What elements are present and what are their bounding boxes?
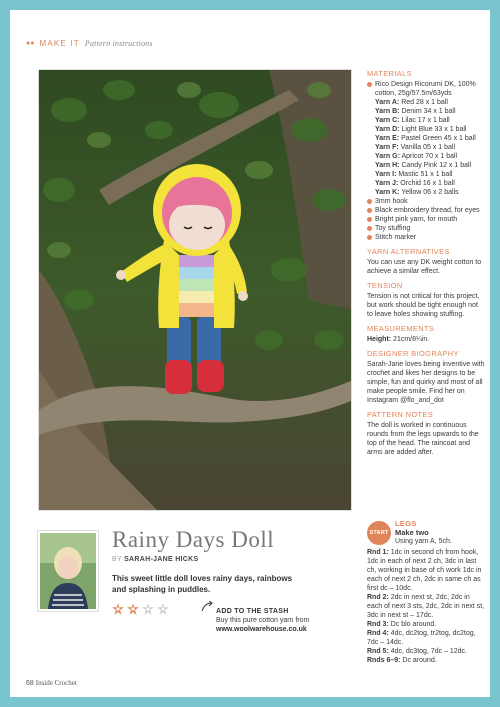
- stash-title: ADD TO THE STASH: [216, 608, 289, 615]
- material-item: [367, 116, 485, 125]
- materials-list: [367, 80, 485, 242]
- measurements-label: Height:: [367, 336, 392, 343]
- materials-title: MATERIALS: [367, 69, 412, 78]
- material-text: Bright pink yarn, for mouth: [375, 216, 458, 223]
- legs-rounds: [367, 548, 485, 665]
- material-item: [367, 170, 485, 179]
- material-label: Yarn J:: [375, 180, 399, 187]
- page-footer: [26, 679, 77, 687]
- difficulty-star-empty-icon: [157, 602, 169, 614]
- round-text: 1dc in second ch from hook, 1dc in each of next 2 ch, 3dc in last ch, working in base of ch work 1dc in each of next 2 ch, 2dc in same ch as first dc – 10dc.: [367, 549, 482, 592]
- legs-intro: Using yarn A, 5ch.: [395, 538, 452, 545]
- material-item: [367, 161, 485, 170]
- sidebar: [367, 69, 485, 460]
- material-label: Yarn F:: [375, 144, 399, 151]
- page-number: 68: [26, 680, 34, 687]
- material-label: Yarn B:: [375, 108, 400, 115]
- tension-title: TENSION: [367, 281, 403, 290]
- round-instruction: [367, 593, 485, 620]
- round-instruction: [367, 629, 485, 647]
- material-text: Lilac 17 x 1 ball: [399, 117, 450, 124]
- material-text: Mastic 51 x 1 ball: [396, 171, 453, 178]
- arrow-icon: [200, 601, 214, 613]
- round-label: Rnd 1:: [367, 549, 389, 556]
- round-text: Dc blo around.: [388, 621, 437, 628]
- material-label: Yarn I:: [375, 171, 397, 178]
- material-item: [367, 125, 485, 134]
- material-text: Toy stuffing: [375, 225, 411, 232]
- byline-prefix: BY: [112, 556, 122, 563]
- material-text: 3mm hook: [375, 198, 408, 205]
- pattern-notes-text: The doll is worked in continuous rounds from the legs upwards to the top of the head. The raincoat and arms are added after.: [367, 422, 479, 456]
- material-text: Candy Pink 12 x 1 ball: [399, 162, 472, 169]
- round-label: Rnd 3:: [367, 621, 389, 628]
- measurements-value: 21cm/8¼in.: [391, 336, 430, 343]
- header-dots-icon: ●●: [26, 40, 35, 47]
- difficulty-star-empty-icon: [142, 602, 154, 614]
- pattern-title: Rainy Days Doll: [112, 527, 275, 552]
- legs-title: LEGS: [395, 519, 417, 528]
- material-text: Pastel Green 45 x 1 ball: [399, 135, 476, 142]
- material-text: Apricot 70 x 1 ball: [399, 153, 458, 160]
- round-instruction: [367, 647, 485, 656]
- material-text: Red 28 x 1 ball: [399, 99, 448, 106]
- section-header: [26, 39, 153, 48]
- pattern-description: This sweet little doll loves rainy days, rainbows and splashing in puddles.: [112, 574, 293, 594]
- material-text: Vanilla 05 x 1 ball: [398, 144, 456, 151]
- material-text: Stitch marker: [375, 234, 417, 241]
- stash-line: Buy this pure cotton yarn from: [216, 617, 310, 624]
- stash-url-link[interactable]: www.woolwarehouse.co.uk: [216, 626, 307, 633]
- yarn-alternatives-title: YARN ALTERNATIVES: [367, 247, 450, 256]
- yarn-alternatives-text: You can use any DK weight cotton to achieve a similar effect.: [367, 259, 482, 275]
- round-text: 4dc, dc2tog, tr2tog, dc2tog, 7dc – 14dc.: [367, 630, 476, 646]
- material-item: [367, 107, 485, 116]
- publication-name: Inside Crochet: [35, 679, 77, 687]
- round-text: 4dc, dc3tog, 7dc – 12dc.: [388, 648, 468, 655]
- material-text: Yellow 06 x 2 balls: [399, 189, 459, 196]
- legs-make: Make two: [395, 528, 429, 537]
- material-item: [367, 188, 485, 197]
- material-item: [367, 98, 485, 107]
- round-label: Rnd 4:: [367, 630, 389, 637]
- round-label: Rnd 5:: [367, 648, 389, 655]
- material-item: [367, 179, 485, 188]
- round-instruction: [367, 548, 485, 593]
- material-item: [367, 80, 485, 98]
- round-label: Rnd 2:: [367, 594, 389, 601]
- material-item: [367, 152, 485, 161]
- round-instruction: [367, 656, 485, 665]
- material-label: Yarn A:: [375, 99, 400, 106]
- tension-text: Tension is not critical for this project, but work should be tight enough not to leave holes showing stuffing.: [367, 293, 480, 318]
- round-label: Rnds 6–9:: [367, 657, 401, 664]
- measurements-title: MEASUREMENTS: [367, 324, 435, 333]
- material-label: Yarn E:: [375, 135, 400, 142]
- round-text: Dc around.: [400, 657, 437, 664]
- round-instruction: [367, 620, 485, 629]
- section-subtitle: Pattern instructions: [84, 39, 153, 48]
- material-text: Denim 34 x 1 ball: [399, 108, 456, 115]
- material-item: [367, 224, 485, 233]
- material-text: Orchid 16 x 1 ball: [398, 180, 455, 187]
- material-item: [367, 143, 485, 152]
- material-label: Yarn C:: [375, 117, 400, 124]
- author-name: SARAH-JANE HICKS: [124, 556, 199, 563]
- material-label: Yarn H:: [375, 162, 400, 169]
- section-label: MAKE IT: [39, 39, 80, 48]
- measurements-text: [367, 335, 485, 344]
- legs-instructions: [367, 519, 485, 665]
- byline: [112, 556, 198, 563]
- material-item: [367, 215, 485, 224]
- material-item: [367, 134, 485, 143]
- author-photo: [38, 531, 98, 611]
- start-badge: START: [367, 521, 391, 545]
- difficulty-star-filled-icon: [127, 602, 139, 614]
- material-text: Light Blue 33 x 1 ball: [399, 126, 467, 133]
- designer-biography-text: Sarah-Jane loves being inventive with crochet and likes her designs to be simple, fun and quirky and most of all make people smile. Find her on Instagram @flo_and_dot: [367, 361, 485, 404]
- material-label: Yarn D:: [375, 126, 400, 133]
- designer-biography-title: DESIGNER BIOGRAPHY: [367, 349, 459, 358]
- material-label: Yarn K:: [375, 189, 400, 196]
- material-item: [367, 233, 485, 242]
- material-item: [367, 206, 485, 215]
- add-to-stash: [216, 607, 309, 634]
- material-item: [367, 197, 485, 206]
- round-text: 2dc in next st, 2dc, 2dc in each of next 3 sts, 2dc, 2dc in next st, 3dc in next st – 17dc.: [367, 594, 485, 619]
- difficulty-star-filled-icon: [112, 602, 124, 614]
- material-text: Rico Design Ricorumi DK, 100% cotton, 25g/57.5m/63yds: [375, 81, 476, 97]
- difficulty-rating: [112, 602, 169, 614]
- material-text: Black embroidery thread, for eyes: [375, 207, 480, 214]
- pattern-notes-title: PATTERN NOTES: [367, 410, 434, 419]
- doll-photo: [38, 69, 352, 511]
- material-label: Yarn G:: [375, 153, 400, 160]
